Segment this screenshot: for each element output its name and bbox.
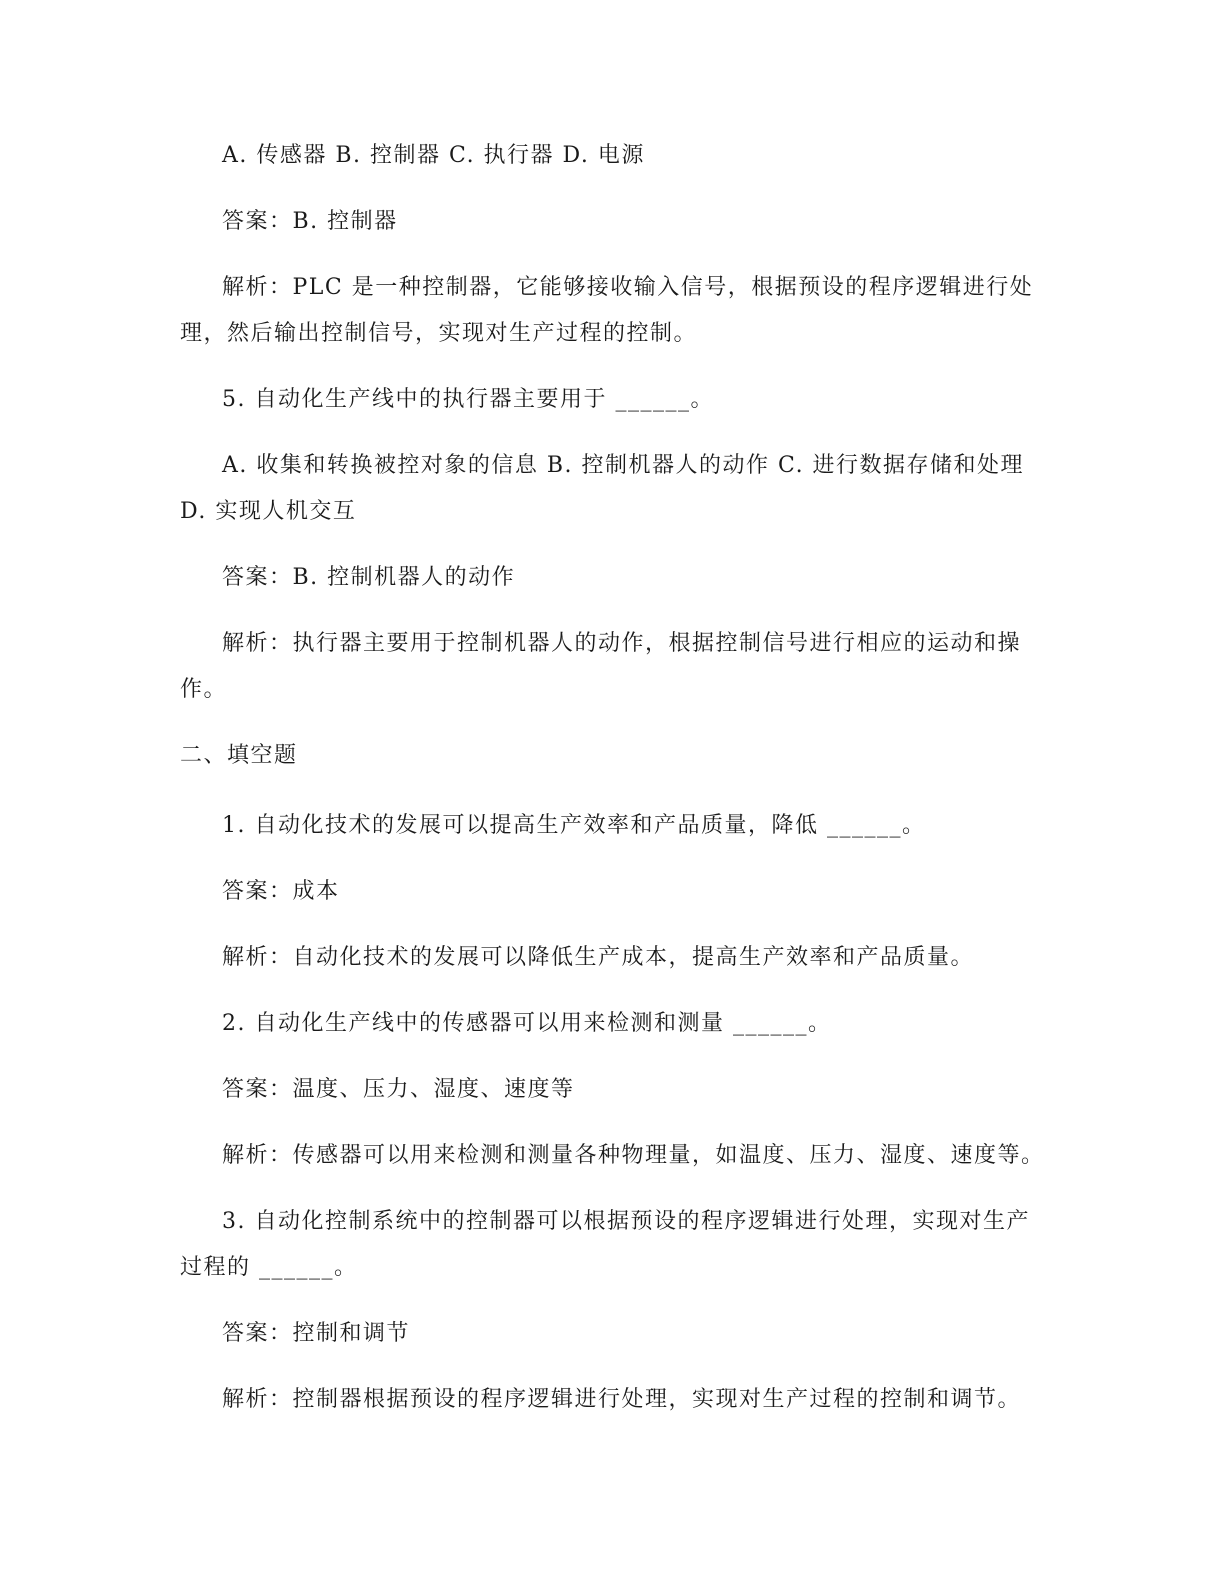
question-5-analysis-line-1: 解析：执行器主要用于控制机器人的动作，根据控制信号进行相应的运动和操 bbox=[222, 631, 1022, 656]
fill-question-3-analysis: 解析：控制器根据预设的程序逻辑进行处理，实现对生产过程的控制和调节。 bbox=[222, 1387, 1022, 1412]
question-4-answer: 答案：B. 控制器 bbox=[222, 209, 398, 234]
question-4-analysis-line-1: 解析：PLC 是一种控制器，它能够接收输入信号，根据预设的程序逻辑进行处 bbox=[222, 275, 1034, 300]
section-heading-fill-in: 二、填空题 bbox=[180, 743, 298, 768]
question-5-options-line-2: D. 实现人机交互 bbox=[180, 499, 357, 524]
question-5-options-line-1: A. 收集和转换被控对象的信息 B. 控制机器人的动作 C. 进行数据存储和处理 bbox=[222, 453, 1025, 478]
question-5-stem: 5. 自动化生产线中的执行器主要用于 ______。 bbox=[222, 387, 714, 412]
fill-question-2-analysis: 解析：传感器可以用来检测和测量各种物理量，如温度、压力、湿度、速度等。 bbox=[222, 1143, 1045, 1168]
fill-question-1-answer: 答案：成本 bbox=[222, 879, 340, 904]
fill-question-3-stem-line-1: 3. 自动化控制系统中的控制器可以根据预设的程序逻辑进行处理，实现对生产 bbox=[222, 1209, 1030, 1234]
question-5-analysis-line-2: 作。 bbox=[180, 677, 228, 702]
question-5-answer: 答案：B. 控制机器人的动作 bbox=[222, 565, 516, 590]
fill-question-3-stem-line-2: 过程的 ______。 bbox=[180, 1255, 358, 1280]
fill-question-2-stem: 2. 自动化生产线中的传感器可以用来检测和测量 ______。 bbox=[222, 1011, 832, 1036]
question-4-options: A. 传感器 B. 控制器 C. 执行器 D. 电源 bbox=[222, 143, 645, 168]
question-4-analysis-line-2: 理，然后输出控制信号，实现对生产过程的控制。 bbox=[180, 321, 698, 346]
fill-question-1-stem: 1. 自动化技术的发展可以提高生产效率和产品质量，降低 ______。 bbox=[222, 813, 926, 838]
fill-question-3-answer: 答案：控制和调节 bbox=[222, 1321, 411, 1346]
fill-question-2-answer: 答案：温度、压力、湿度、速度等 bbox=[222, 1077, 575, 1102]
fill-question-1-analysis: 解析：自动化技术的发展可以降低生产成本，提高生产效率和产品质量。 bbox=[222, 945, 975, 970]
